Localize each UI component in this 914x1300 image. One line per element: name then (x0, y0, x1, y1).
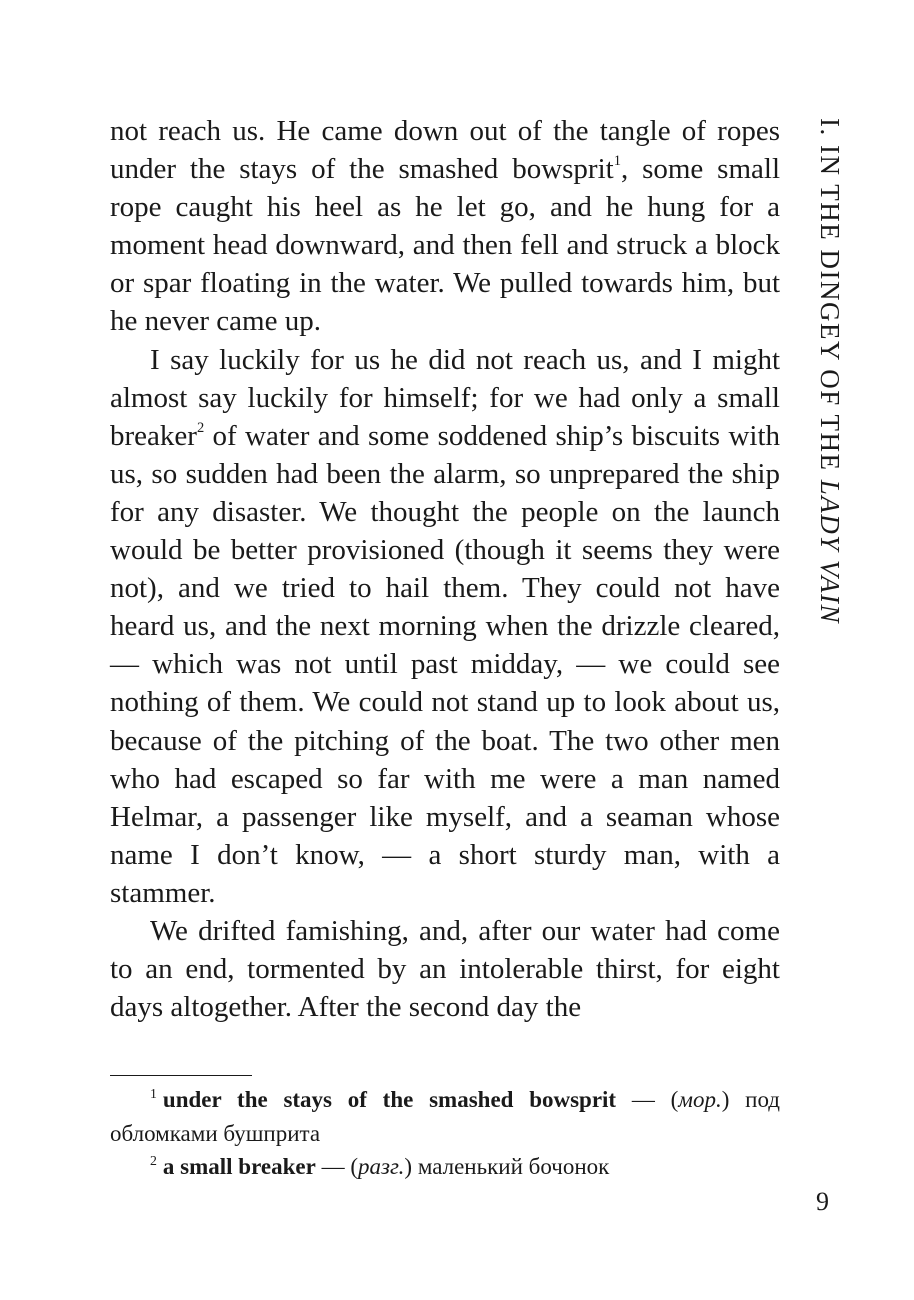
footnote-1-translation: под обломками бушприта (110, 1087, 780, 1146)
footnote-2-term: a small breaker (162, 1154, 316, 1179)
paragraph-1 (110, 112, 780, 341)
paragraph-2-text-a: I say luckily for us he did not reach us, and I might almost say luckily for himself; for we had only a small breaker (110, 343, 780, 452)
footnote-1-number: 1 (150, 1086, 157, 1102)
paragraph-2-text-b: of water and some soddened ship’s biscuits with us, so sudden had been the alarm, so unprepared the ship for any disaster. We thought the people on the launch would be better provisioned (though it seems they were not), and we tried to hail them. They could not have heard us, and the next morning when the drizzle cleared, — which was not until past midday, — we could see nothing of them. We could not stand up to look about us, because of the pitching of the boat. The two other men who had escaped so far with me were a man named Helmar, a passenger like myself, and a seaman whose name I don’t know, — a short sturdy man, with a stammer. (110, 419, 780, 909)
paragraph-3: We drifted famishing, and, after our water had come to an end, tormented by an intolerable thirst, for eight days altogether. After the second day the (110, 914, 780, 1024)
body-text (110, 112, 780, 1026)
footnote-2-translation: маленький бочонок (417, 1154, 610, 1179)
footnote-ref-1[interactable]: 1 (613, 153, 621, 170)
footnote-1-dash: — ( (616, 1087, 679, 1112)
footnote-2-close: ) (404, 1154, 418, 1179)
footnote-2-number: 2 (150, 1153, 157, 1169)
paragraph-1-text-a: not reach us. He came down out of the tangle of ropes under the stays of the smashed bowsprit (110, 115, 780, 186)
footnote-2-label: разг. (357, 1154, 405, 1179)
footnote-2 (110, 1150, 780, 1184)
footnote-1-label: мор. (678, 1087, 722, 1112)
running-head-ship-name: LADY VAIN (815, 479, 845, 624)
footnote-1-term: under the stays of the smashed bowsprit (162, 1087, 617, 1112)
footnote-ref-2[interactable]: 2 (196, 419, 205, 436)
paragraph-2 (110, 341, 780, 912)
footnote-divider (110, 1075, 252, 1076)
page-number: 9 (816, 1187, 829, 1216)
footnote-2-dash: — ( (315, 1154, 358, 1179)
footnotes (110, 1083, 780, 1184)
running-head-prefix: I. IN THE DINGEY OF THE (815, 118, 845, 480)
paragraph-1-text-b: , some small rope caught his heel as he let go, and he hung for a moment head downward, and then fell and struck a block or spar floating in the water. We pulled towards him, but he never came up. (110, 153, 781, 338)
footnote-1-close: ) (721, 1087, 746, 1112)
running-head (810, 118, 850, 648)
footnote-1 (110, 1083, 780, 1150)
